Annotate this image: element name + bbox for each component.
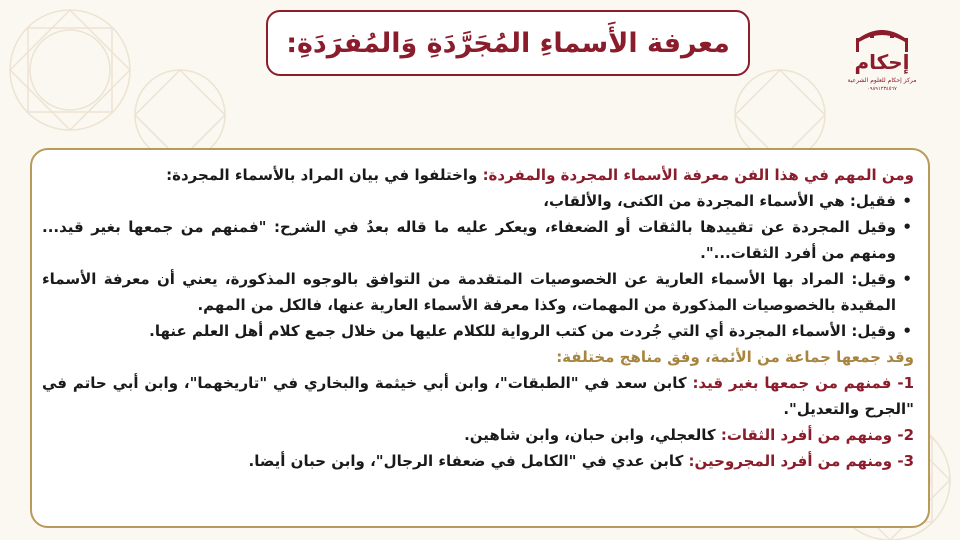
logo <box>846 24 918 96</box>
opinion-item: • وقيل: الأسماء المجردة أي التي جُردت من كتب الرواية للكلام عليها من خلال جمع كلام أهل العلم عنها. <box>42 318 896 344</box>
approach-text: كابن سعد في "الطبقات"، وابن أبي خيثمة والبخاري في "تاريخهما"، وابن أبي حاتم في "الجرح والتعديل". <box>42 374 914 418</box>
opinion-item: • وقيل: المراد بها الأسماء العارية عن الخصوصيات المتقدمة من التوافق بالوجوه المذكورة، يعني أن معرفة الأسماء المقيدة بالخصوصيات المذكورة من المهمات، وكذا معرفة الأسماء العارية عنها، فالكل من المهم. <box>42 266 896 318</box>
opinion-item: • وقيل المجردة عن تقييدها بالثقات أو الضعفاء، ويعكر عليه ما قاله بعدُ في الشرح: "فمنهم من جمعها بغير قيد... ومنهم من أفرد الثقات...". <box>42 214 896 266</box>
logo-subtitle: مركز إحكام للعلوم الشرعية <box>847 77 917 84</box>
approach-item <box>42 370 914 422</box>
approaches-heading: وقد جمعها جماعة من الأئمة، وفق مناهج مختلفة: <box>556 348 914 366</box>
approach-label: فمنهم من جمعها بغير قيد: <box>692 374 892 392</box>
approach-label: ومنهم من أفرد الثقات: <box>720 426 893 444</box>
opinions-list <box>42 188 914 344</box>
approach-text: كالعجلي، وابن حبان، وابن شاهين. <box>464 426 721 444</box>
logo-phone: ٠٩٨٩١٢٣٤٥٦٧ <box>867 86 897 92</box>
intro-lead: ومن المهم في هذا الفن معرفة الأسماء المجردة والمفردة: <box>482 166 914 184</box>
approach-label: ومنهم من أفرد المجروحين: <box>688 452 893 470</box>
logo-wordmark: إحكام <box>854 50 910 74</box>
approach-item <box>42 422 914 448</box>
content-box <box>30 148 930 528</box>
title-box <box>266 10 750 76</box>
approach-number: 1- <box>897 374 914 392</box>
intro-paragraph <box>42 162 914 188</box>
approach-text: كابن عدي في "الكامل في ضعفاء الرجال"، وابن حبان أيضا. <box>248 452 689 470</box>
approach-item <box>42 448 914 474</box>
intro-rest: واختلفوا في بيان المراد بالأسماء المجردة: <box>166 166 483 184</box>
opinion-item: • فقيل: هي الأسماء المجردة من الكنى، والألقاب، <box>42 188 896 214</box>
approach-number: 3- <box>897 452 914 470</box>
slide-title: معرفة الأَسماءِ المُجَرَّدَةِ وَالمُفرَدَةِ: <box>286 27 730 59</box>
approach-number: 2- <box>897 426 914 444</box>
